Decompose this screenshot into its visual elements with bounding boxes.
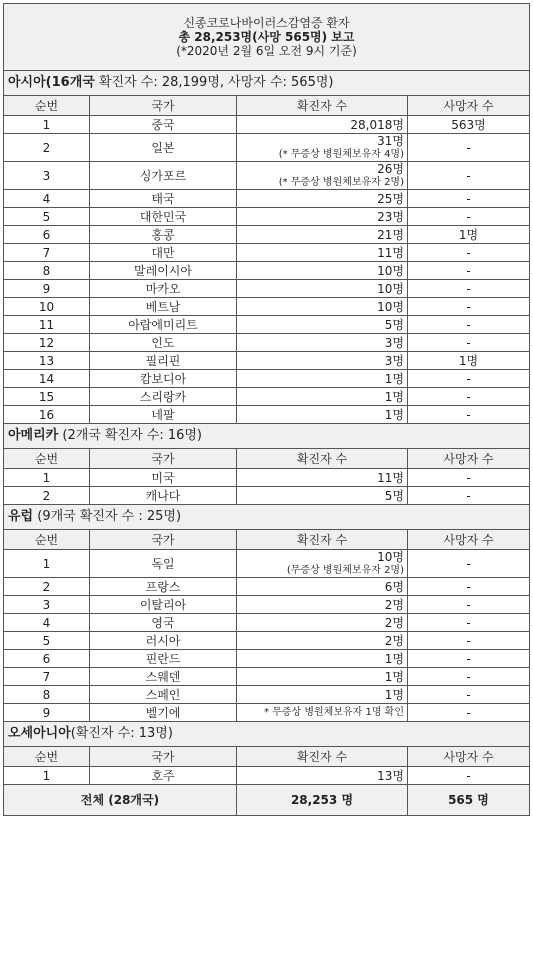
death-count: - — [408, 244, 530, 262]
col-header-confirmed: 확진자 수 — [237, 530, 408, 550]
row-number: 7 — [4, 244, 90, 262]
col-header-no: 순번 — [4, 449, 90, 469]
row-number: 9 — [4, 704, 90, 722]
table-row — [4, 686, 530, 704]
confirmed-count: 5명 — [384, 488, 404, 503]
confirmed-cell — [237, 134, 408, 162]
country-name: 영국 — [90, 614, 237, 632]
confirmed-cell — [237, 370, 408, 388]
table-row — [4, 334, 530, 352]
row-number: 3 — [4, 162, 90, 190]
table-row — [4, 767, 530, 785]
confirmed-count: 6명 — [384, 579, 404, 594]
confirmed-note: (* 무증상 병원체보유자 4명) — [278, 149, 404, 160]
region-summary: (9개국 확진자 수 : 25명) — [33, 509, 182, 524]
row-number: 9 — [4, 280, 90, 298]
country-name: 태국 — [90, 190, 237, 208]
death-count: - — [408, 650, 530, 668]
country-name: 말레이시아 — [90, 262, 237, 280]
column-header-row — [4, 747, 530, 767]
confirmed-count: 11명 — [377, 470, 404, 485]
country-name: 핀란드 — [90, 650, 237, 668]
col-header-country: 국가 — [90, 747, 237, 767]
col-header-deaths: 사망자 수 — [408, 747, 530, 767]
table-row — [4, 116, 530, 134]
row-number: 15 — [4, 388, 90, 406]
confirmed-count: 13명 — [377, 768, 404, 783]
total-label: 전체 (28개국) — [4, 785, 237, 816]
death-count: - — [408, 596, 530, 614]
confirmed-cell — [237, 704, 408, 722]
column-header-row — [4, 96, 530, 116]
country-name: 프랑스 — [90, 578, 237, 596]
death-count: - — [408, 280, 530, 298]
confirmed-note: (* 무증상 병원체보유자 2명) — [278, 177, 404, 188]
confirmed-count: 2명 — [384, 633, 404, 648]
row-number: 4 — [4, 614, 90, 632]
table-row — [4, 614, 530, 632]
confirmed-cell — [237, 298, 408, 316]
death-count: - — [408, 190, 530, 208]
table-row — [4, 262, 530, 280]
country-name: 대한민국 — [90, 208, 237, 226]
confirmed-count: 26명 — [377, 162, 404, 176]
confirmed-count: 25명 — [377, 191, 404, 206]
confirmed-cell — [237, 650, 408, 668]
confirmed-cell — [237, 334, 408, 352]
title-line-2: 총 28,253명(사망 565명) 보고 — [178, 30, 355, 44]
confirmed-count: 28,018명 — [350, 117, 404, 132]
row-number: 2 — [4, 578, 90, 596]
col-header-deaths: 사망자 수 — [408, 449, 530, 469]
table-row — [4, 650, 530, 668]
country-name: 이탈리아 — [90, 596, 237, 614]
row-number: 11 — [4, 316, 90, 334]
row-number: 16 — [4, 406, 90, 424]
region-header — [4, 424, 530, 449]
confirmed-cell — [237, 614, 408, 632]
confirmed-cell — [237, 578, 408, 596]
country-name: 독일 — [90, 550, 237, 578]
death-count: - — [408, 767, 530, 785]
confirmed-note: (무증상 병원체보유자 2명) — [286, 565, 404, 576]
confirmed-count: 10명 — [377, 281, 404, 296]
col-header-deaths: 사망자 수 — [408, 530, 530, 550]
table-row — [4, 280, 530, 298]
col-header-no: 순번 — [4, 530, 90, 550]
row-number: 12 — [4, 334, 90, 352]
table-row — [4, 388, 530, 406]
confirmed-count: 1명 — [384, 407, 404, 422]
table-row — [4, 134, 530, 162]
title-line-3: (*2020년 2월 6일 오전 9시 기준) — [176, 44, 357, 58]
table-row — [4, 578, 530, 596]
country-name: 마카오 — [90, 280, 237, 298]
table-row — [4, 244, 530, 262]
region-header — [4, 505, 530, 530]
country-name: 일본 — [90, 134, 237, 162]
confirmed-cell — [237, 280, 408, 298]
country-name: 벨기에 — [90, 704, 237, 722]
confirmed-cell — [237, 208, 408, 226]
confirmed-count: 1명 — [384, 687, 404, 702]
confirmed-cell — [237, 406, 408, 424]
death-count: - — [408, 334, 530, 352]
confirmed-count: 10명 — [377, 299, 404, 314]
country-name: 호주 — [90, 767, 237, 785]
table-row — [4, 208, 530, 226]
table-row — [4, 226, 530, 244]
death-count: - — [408, 298, 530, 316]
country-name: 싱가포르 — [90, 162, 237, 190]
table-row — [4, 352, 530, 370]
table-row — [4, 487, 530, 505]
death-count: - — [408, 208, 530, 226]
confirmed-count: 1명 — [384, 371, 404, 386]
confirmed-cell — [237, 668, 408, 686]
confirmed-count: 10명 — [377, 263, 404, 278]
confirmed-cell — [237, 116, 408, 134]
country-name: 캐나다 — [90, 487, 237, 505]
confirmed-cell — [237, 262, 408, 280]
region-name: 유럽 — [8, 509, 34, 524]
country-name: 중국 — [90, 116, 237, 134]
row-number: 6 — [4, 226, 90, 244]
table-row — [4, 316, 530, 334]
region-name: 오세아니아 — [8, 726, 71, 741]
country-name: 스웨덴 — [90, 668, 237, 686]
confirmed-count: 5명 — [384, 317, 404, 332]
death-count: - — [408, 614, 530, 632]
row-number: 8 — [4, 262, 90, 280]
death-count: - — [408, 632, 530, 650]
region-title — [4, 505, 530, 530]
death-count: - — [408, 578, 530, 596]
col-header-deaths: 사망자 수 — [408, 96, 530, 116]
country-name: 대만 — [90, 244, 237, 262]
col-header-country: 국가 — [90, 530, 237, 550]
row-number: 1 — [4, 767, 90, 785]
table-row — [4, 162, 530, 190]
table-row — [4, 668, 530, 686]
row-number: 3 — [4, 596, 90, 614]
death-count: - — [408, 388, 530, 406]
confirmed-cell — [237, 162, 408, 190]
region-header — [4, 722, 530, 747]
country-name: 아랍에미리트 — [90, 316, 237, 334]
confirmed-count: 31명 — [377, 134, 404, 148]
table-row — [4, 370, 530, 388]
region-summary: 확진자 수: 28,199명, 사망자 수: 565명) — [94, 75, 334, 90]
confirmed-cell — [237, 487, 408, 505]
table-row — [4, 550, 530, 578]
death-count: 563명 — [408, 116, 530, 134]
confirmed-count: 21명 — [377, 227, 404, 242]
death-count: - — [408, 262, 530, 280]
row-number: 7 — [4, 668, 90, 686]
region-title — [4, 424, 530, 449]
title-line-1: 신종코로나바이러스감염증 환자 — [183, 16, 350, 30]
country-name: 필리핀 — [90, 352, 237, 370]
confirmed-cell — [237, 686, 408, 704]
col-header-confirmed: 확진자 수 — [237, 747, 408, 767]
death-count: - — [408, 487, 530, 505]
region-name: 아시아(16개국 — [8, 75, 95, 90]
confirmed-cell — [237, 632, 408, 650]
confirmed-cell — [237, 190, 408, 208]
region-name: 아메리카 — [8, 428, 59, 443]
report-sheet — [3, 3, 529, 816]
total-deaths: 565 명 — [408, 785, 530, 816]
report-table — [3, 3, 530, 816]
row-number: 6 — [4, 650, 90, 668]
table-row — [4, 298, 530, 316]
row-number: 8 — [4, 686, 90, 704]
death-count: - — [408, 370, 530, 388]
confirmed-count: 1명 — [384, 669, 404, 684]
confirmed-count: 2명 — [384, 615, 404, 630]
row-number: 5 — [4, 208, 90, 226]
row-number: 5 — [4, 632, 90, 650]
col-header-confirmed: 확진자 수 — [237, 449, 408, 469]
death-count: - — [408, 469, 530, 487]
confirmed-count: 3명 — [384, 353, 404, 368]
confirmed-count: 11명 — [377, 245, 404, 260]
col-header-no: 순번 — [4, 747, 90, 767]
row-number: 1 — [4, 116, 90, 134]
total-row — [4, 785, 530, 816]
table-row — [4, 704, 530, 722]
confirmed-count: 2명 — [384, 597, 404, 612]
country-name: 네팔 — [90, 406, 237, 424]
confirmed-cell — [237, 550, 408, 578]
death-count: - — [408, 704, 530, 722]
death-count: - — [408, 316, 530, 334]
country-name: 러시아 — [90, 632, 237, 650]
country-name: 인도 — [90, 334, 237, 352]
region-title — [4, 722, 530, 747]
country-name: 홍콩 — [90, 226, 237, 244]
table-row — [4, 469, 530, 487]
death-count: 1명 — [408, 226, 530, 244]
row-number: 2 — [4, 487, 90, 505]
confirmed-note: * 무증상 병원체보유자 1명 확인 — [264, 707, 404, 718]
confirmed-cell — [237, 767, 408, 785]
confirmed-cell — [237, 352, 408, 370]
confirmed-cell — [237, 388, 408, 406]
table-row — [4, 406, 530, 424]
region-summary: (확진자 수: 13명) — [70, 726, 173, 741]
row-number: 14 — [4, 370, 90, 388]
confirmed-count: 1명 — [384, 651, 404, 666]
confirmed-cell — [237, 226, 408, 244]
table-row — [4, 596, 530, 614]
country-name: 스페인 — [90, 686, 237, 704]
report-title — [4, 4, 530, 71]
table-row — [4, 190, 530, 208]
row-number: 10 — [4, 298, 90, 316]
col-header-country: 국가 — [90, 449, 237, 469]
death-count: - — [408, 668, 530, 686]
table-row — [4, 632, 530, 650]
country-name: 베트남 — [90, 298, 237, 316]
death-count: - — [408, 550, 530, 578]
death-count: - — [408, 162, 530, 190]
row-number: 13 — [4, 352, 90, 370]
confirmed-count: 23명 — [377, 209, 404, 224]
column-header-row — [4, 449, 530, 469]
death-count: - — [408, 134, 530, 162]
death-count: - — [408, 686, 530, 704]
region-header — [4, 71, 530, 96]
row-number: 4 — [4, 190, 90, 208]
country-name: 스리랑카 — [90, 388, 237, 406]
confirmed-cell — [237, 244, 408, 262]
col-header-confirmed: 확진자 수 — [237, 96, 408, 116]
col-header-country: 국가 — [90, 96, 237, 116]
row-number: 1 — [4, 469, 90, 487]
confirmed-cell — [237, 316, 408, 334]
death-count: - — [408, 406, 530, 424]
col-header-no: 순번 — [4, 96, 90, 116]
confirmed-count: 1명 — [384, 389, 404, 404]
total-confirmed: 28,253 명 — [237, 785, 408, 816]
country-name: 미국 — [90, 469, 237, 487]
region-title — [4, 71, 530, 96]
death-count: 1명 — [408, 352, 530, 370]
column-header-row — [4, 530, 530, 550]
confirmed-count: 10명 — [377, 550, 404, 564]
confirmed-cell — [237, 469, 408, 487]
row-number: 2 — [4, 134, 90, 162]
country-name: 캄보디아 — [90, 370, 237, 388]
confirmed-count: 3명 — [384, 335, 404, 350]
row-number: 1 — [4, 550, 90, 578]
region-summary: (2개국 확진자 수: 16명) — [58, 428, 203, 443]
confirmed-cell — [237, 596, 408, 614]
